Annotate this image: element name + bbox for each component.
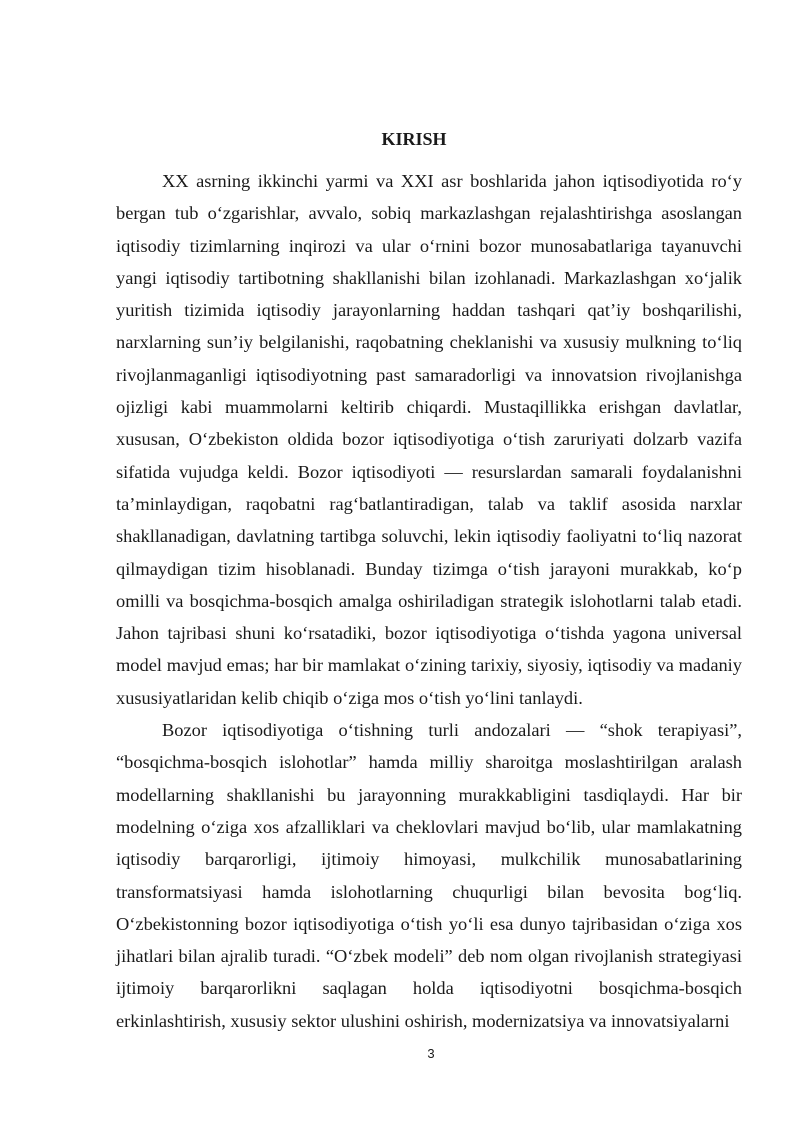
- page-number: 3: [427, 1046, 435, 1061]
- paragraph-1: XX asrning ikkinchi yarmi va XXI asr boshlarida jahon iqtisodiyotida ro‘y bergan tub o‘zgarishlar, avvalo, sobiq markazlashgan rejalashtirishga asoslangan iqtisodiy tizimlarning inqirozi va ular o‘rnini bozor munosabatlariga tayanuvchi yangi iqtisodiy tartibotning shakllanishi bilan izohlanadi. Markazlashgan xo‘jalik yuritish tizimida iqtisodiy jarayonlarning haddan tashqari qat’iy boshqarilishi, narxlarning sun’iy belgilanishi, raqobatning cheklanishi va xususiy mulkning to‘liq rivojlanmaganligi iqtisodiyotning past samaradorligi va innovatsion rivojlanishga ojizligi kabi muammolarni keltirib chiqardi. Mustaqillikka erishgan davlatlar, xususan, O‘zbekiston oldida bozor iqtisodiyotiga o‘tish zaruriyati dolzarb vazifa sifatida vujudga keldi. Bozor iqtisodiyoti — resurslardan samarali foydalanishni ta’minlaydigan, raqobatni rag‘batlantiradigan, talab va taklif asosida narxlar shakllanadigan, davlatning tartibga soluvchi, lekin iqtisodiy faoliyatni to‘liq nazorat qilmaydigan tizim hisoblanadi. Bunday tizimga o‘tish jarayoni murakkab, ko‘p omilli va bosqichma-bosqich amalga oshiriladigan strategik islohotlarni talab etadi. Jahon tajribasi shuni ko‘rsatadiki, bozor iqtisodiyotiga o‘tishda yagona universal model mavjud emas; har bir mamlakat o‘zining tarixiy, siyosiy, iqtisodiy va madaniy xususiyatlaridan kelib chiqib o‘ziga mos o‘tish yo‘lini tanlaydi.: [116, 171, 742, 708]
- document-body: [116, 165, 742, 1037]
- page-title: KIRISH: [381, 129, 447, 149]
- paragraph-2: Bozor iqtisodiyotiga o‘tishning turli andozalari — “shok terapiyasi”, “bosqichma-bosqich islohotlar” hamda milliy sharoitga moslashtirilgan aralash modellarning shakllanishi bu jarayonning murakkabligini tasdiqlaydi. Har bir modelning o‘ziga xos afzalliklari va cheklovlari mavjud bo‘lib, ular mamlakatning iqtisodiy barqarorligi, ijtimoiy himoyasi, mulkchilik munosabatlarining transformatsiyasi hamda islohotlarning chuqurligi bilan bevosita bog‘liq. O‘zbekistonning bozor iqtisodiyotiga o‘tish yo‘li esa dunyo tajribasidan o‘ziga xos jihatlari bilan ajralib turadi. “O‘zbek modeli” deb nom olgan rivojlanish strategiyasi ijtimoiy barqarorlikni saqlagan holda iqtisodiyotni bosqichma-bosqich erkinlashtirish, xususiy sektor ulushini oshirish, modernizatsiya va innovatsiyalarni: [116, 720, 742, 1031]
